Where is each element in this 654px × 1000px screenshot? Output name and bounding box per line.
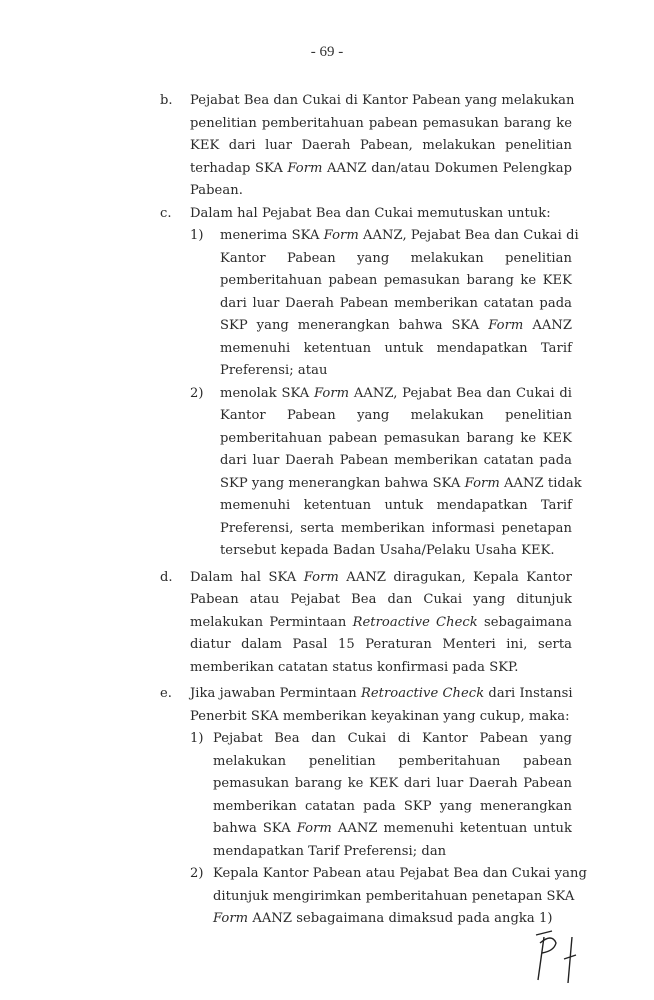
text-segment: Jika jawaban Permintaan (190, 686, 361, 701)
italic-term: Form (213, 911, 249, 926)
page-number: - 69 - (310, 44, 344, 60)
text-segment: AANZ, Pejabat Bea dan Cukai di (349, 385, 572, 401)
item-e-sub2-line: Kepala Kantor Pabean atau Pejabat Bea dan Cukai yang (213, 866, 587, 881)
item-c-sub2-line: dari luar Daerah Pabean memberikan catatan pada (220, 453, 572, 468)
text-segment: Dalam hal SKA (190, 569, 304, 585)
item-e-sub1-line: melakukan penelitian pemberitahuan pabean (213, 753, 572, 769)
item-c-sub2-marker: 2) (190, 385, 204, 401)
item-e-sub1-line (213, 818, 572, 841)
text-segment: AANZ memenuhi ketentuan untuk (331, 821, 572, 836)
text-segment: AANZ sebagaimana dimaksud pada angka 1) (248, 911, 553, 926)
text-segment: AANZ tidak (499, 475, 582, 491)
italic-term: Form (488, 318, 524, 333)
item-b-line: penelitian pemberitahuan pabean pemasukan barang ke (190, 115, 572, 131)
item-c-sub1-line (220, 225, 579, 248)
item-c-sub2-line (220, 383, 572, 406)
item-e-sub1-line: Pejabat Bea dan Cukai di Kantor Pabean yang (213, 731, 572, 746)
item-c-sub2-line: Kantor Pabean yang melakukan penelitian (220, 408, 572, 423)
item-c-sub2-line: memenuhi ketentuan untuk mendapatkan Tarif (220, 498, 572, 513)
italic-term: Form (287, 160, 323, 176)
item-c-sub2-line: pemberitahuan pabean pemasukan barang ke KEK (220, 430, 572, 446)
italic-term: Form (296, 821, 332, 836)
item-e-sub2-line: ditunjuk mengirimkan pemberitahuan penetapan SKA (213, 888, 575, 904)
item-e-marker: e. (160, 686, 172, 701)
item-b-line: KEK dari luar Daerah Pabean, melakukan penelitian (190, 138, 572, 153)
italic-term: Form (303, 569, 339, 585)
item-c-marker: c. (160, 205, 172, 221)
item-e-line (190, 683, 572, 706)
item-d-line (190, 567, 572, 590)
text-segment: AANZ dan/atau Dokumen Pelengkap (322, 160, 572, 176)
item-e-sub2-marker: 2) (190, 866, 204, 881)
text-segment: SKP yang menerangkan bahwa SKA (220, 318, 489, 333)
item-c-sub1-line: Preferensi; atau (220, 363, 328, 378)
text-segment: menerima SKA (220, 228, 324, 243)
item-c-sub1-line: pemberitahuan pabean pemasukan barang ke KEK (220, 273, 572, 288)
text-segment: AANZ (523, 318, 572, 333)
text-segment: AANZ diragukan, Kepala Kantor (338, 569, 572, 585)
item-c-sub1-line: dari luar Daerah Pabean memberikan catatan pada (220, 295, 572, 311)
item-d-line: diatur dalam Pasal 15 Peraturan Menteri ini, serta (190, 637, 572, 652)
item-c-sub2-line (220, 473, 582, 496)
italic-term: Form (323, 228, 359, 243)
signature-initials-icon (530, 925, 580, 985)
item-c-sub2-line: tersebut kepada Badan Usaha/Pelaku Usaha KEK. (220, 543, 555, 558)
text-segment: bahwa SKA (213, 821, 297, 836)
item-d-marker: d. (160, 569, 173, 585)
item-b-line: Pejabat Bea dan Cukai di Kantor Pabean yang melakukan (190, 93, 575, 108)
italic-term: Form (464, 475, 500, 491)
item-d-line: memberikan catatan status konfirmasi pada SKP. (190, 659, 519, 675)
item-c-sub2-line: Preferensi, serta memberikan informasi penetapan (220, 520, 572, 536)
item-e-line: Penerbit SKA memberikan keyakinan yang cukup, maka: (190, 708, 570, 724)
text-segment: melakukan Permintaan (190, 614, 353, 630)
item-e-sub1-line: mendapatkan Tarif Preferensi; dan (213, 843, 447, 859)
item-b-marker: b. (160, 93, 173, 108)
item-d-line (190, 612, 572, 635)
text-segment: sebagaimana (477, 614, 572, 630)
item-d-line: Pabean atau Pejabat Bea dan Cukai yang ditunjuk (190, 592, 572, 607)
text-segment: terhadap SKA (190, 160, 288, 176)
italic-term: Retroactive Check (360, 686, 485, 701)
text-segment: menolak SKA (220, 385, 314, 401)
item-c-sub1-line: memenuhi ketentuan untuk mendapatkan Tarif (220, 340, 572, 356)
item-b-line (190, 158, 572, 181)
italic-term: Form (313, 385, 350, 401)
item-c-sub1-marker: 1) (190, 228, 204, 243)
text-segment: AANZ, Pejabat Bea dan Cukai di (358, 228, 579, 243)
text-segment: SKP yang menerangkan bahwa SKA (220, 475, 465, 491)
item-b-line: Pabean. (190, 183, 243, 198)
item-c-intro: Dalam hal Pejabat Bea dan Cukai memutuskan untuk: (190, 205, 551, 221)
text-segment: dari Instansi (484, 686, 573, 701)
item-e-sub1-line: memberikan catatan pada SKP yang menerangkan (213, 798, 572, 814)
item-c-sub1-line (220, 315, 572, 338)
item-c-sub1-line: Kantor Pabean yang melakukan penelitian (220, 250, 572, 266)
item-e-sub2-line (213, 908, 572, 931)
item-e-sub1-line: pemasukan barang ke KEK dari luar Daerah Pabean (213, 776, 572, 791)
italic-term: Retroactive Check (352, 614, 478, 630)
item-e-sub1-marker: 1) (190, 731, 204, 746)
